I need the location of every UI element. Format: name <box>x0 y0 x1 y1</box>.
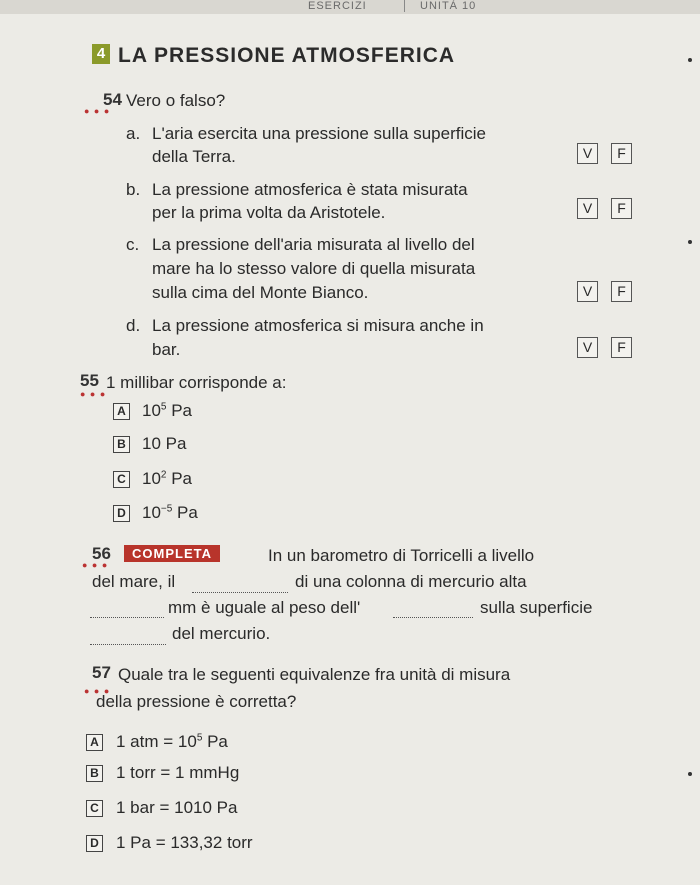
stray-dot <box>688 772 692 776</box>
stray-dot <box>688 240 692 244</box>
q57-option-a-text <box>116 732 228 752</box>
header-divider <box>404 0 405 12</box>
q57-option-a-unit: Pa <box>202 732 228 751</box>
question-number-57: 57 <box>92 663 111 682</box>
false-checkbox-a[interactable]: F <box>611 143 632 164</box>
q57-option-a-main: 1 atm = 10 <box>116 732 197 751</box>
stray-dot <box>688 58 692 62</box>
question-55-prompt: 1 millibar corrisponde a: <box>106 373 287 392</box>
option-c-box[interactable]: C <box>113 471 130 488</box>
option-c-text <box>142 469 192 489</box>
q54-item-a-line1: L'aria esercita una pressione sulla superficie <box>152 124 486 143</box>
fill-in-blank[interactable] <box>393 603 473 618</box>
q56-line3b: sulla superficie <box>480 598 593 617</box>
true-checkbox-c[interactable]: V <box>577 281 598 302</box>
q57-line2: della pressione è corretta? <box>96 692 297 711</box>
difficulty-dots: ● ● ● <box>82 560 109 570</box>
option-a-text <box>142 401 192 421</box>
option-a-base: 10 <box>142 401 161 420</box>
question-number-56: 56 <box>92 544 111 563</box>
header-right: UNITÀ 10 <box>420 0 477 12</box>
section-title: LA PRESSIONE ATMOSFERICA <box>118 44 456 67</box>
option-d-base: 10 <box>142 503 161 522</box>
option-d-unit: Pa <box>172 503 198 522</box>
fill-in-blank[interactable] <box>90 630 166 645</box>
q57-option-a-exponent: 5 <box>196 732 203 744</box>
option-b-box[interactable]: B <box>113 436 130 453</box>
question-number-55: 55 <box>80 371 99 390</box>
difficulty-dots: ● ● ● <box>80 389 107 399</box>
q54-item-d-letter: d. <box>126 316 141 335</box>
option-b-box[interactable]: B <box>86 765 103 782</box>
q57-option-d-text: 1 Pa = 133,32 torr <box>116 833 253 852</box>
difficulty-dots: ● ● ● <box>84 106 111 116</box>
q54-item-d-line2: bar. <box>152 340 181 359</box>
q54-item-c-line3: sulla cima del Monte Bianco. <box>152 283 369 302</box>
option-a-exponent: 5 <box>160 401 167 413</box>
page-header <box>0 0 700 14</box>
option-a-box[interactable]: A <box>86 734 103 751</box>
option-d-exponent: −5 <box>160 503 173 515</box>
fill-in-blank[interactable] <box>192 578 288 593</box>
q56-line4: del mercurio. <box>172 624 271 643</box>
option-a-box[interactable]: A <box>113 403 130 420</box>
option-b-text: 10 Pa <box>142 434 187 453</box>
q57-option-b-text: 1 torr = 1 mmHg <box>116 763 240 782</box>
q57-line1: Quale tra le seguenti equivalenze fra unità di misura <box>118 665 511 684</box>
option-c-unit: Pa <box>166 469 193 488</box>
q54-item-c-letter: c. <box>126 235 140 254</box>
header-left: ESERCIZI <box>308 0 367 12</box>
option-c-box[interactable]: C <box>86 800 103 817</box>
q54-item-b-line2: per la prima volta da Aristotele. <box>152 203 386 222</box>
q54-item-c-line2: mare ha lo stesso valore di quella misurata <box>152 259 476 278</box>
false-checkbox-d[interactable]: F <box>611 337 632 358</box>
false-checkbox-c[interactable]: F <box>611 281 632 302</box>
q54-item-b-letter: b. <box>126 180 141 199</box>
q54-item-a-letter: a. <box>126 124 141 143</box>
q57-option-c-text: 1 bar = 1010 Pa <box>116 798 238 817</box>
question-54-prompt: Vero o falso? <box>126 91 226 110</box>
difficulty-dots: ● ● ● <box>84 686 111 696</box>
true-checkbox-a[interactable]: V <box>577 143 598 164</box>
false-checkbox-b[interactable]: F <box>611 198 632 219</box>
option-a-unit: Pa <box>166 401 193 420</box>
option-d-text <box>142 503 198 523</box>
question-number-54: 54 <box>103 90 122 109</box>
q54-item-b-line1: La pressione atmosferica è stata misurata <box>152 180 468 199</box>
true-checkbox-d[interactable]: V <box>577 337 598 358</box>
option-c-exponent: 2 <box>160 469 167 481</box>
option-c-base: 10 <box>142 469 161 488</box>
q54-item-c-line1: La pressione dell'aria misurata al livello del <box>152 235 475 254</box>
q56-line2b: di una colonna di mercurio alta <box>295 572 527 591</box>
q56-line2a: del mare, il <box>92 572 176 591</box>
option-d-box[interactable]: D <box>113 505 130 522</box>
section-number: 4 <box>92 44 110 64</box>
fill-in-blank[interactable] <box>90 603 164 618</box>
q54-item-d-line1: La pressione atmosferica si misura anche in <box>152 316 484 335</box>
true-checkbox-b[interactable]: V <box>577 198 598 219</box>
option-d-box[interactable]: D <box>86 835 103 852</box>
q54-item-a-line2: della Terra. <box>152 147 236 166</box>
q56-line1: In un barometro di Torricelli a livello <box>268 546 535 565</box>
completa-badge: COMPLETA <box>124 545 220 562</box>
q56-line3a: mm è uguale al peso dell' <box>168 598 361 617</box>
